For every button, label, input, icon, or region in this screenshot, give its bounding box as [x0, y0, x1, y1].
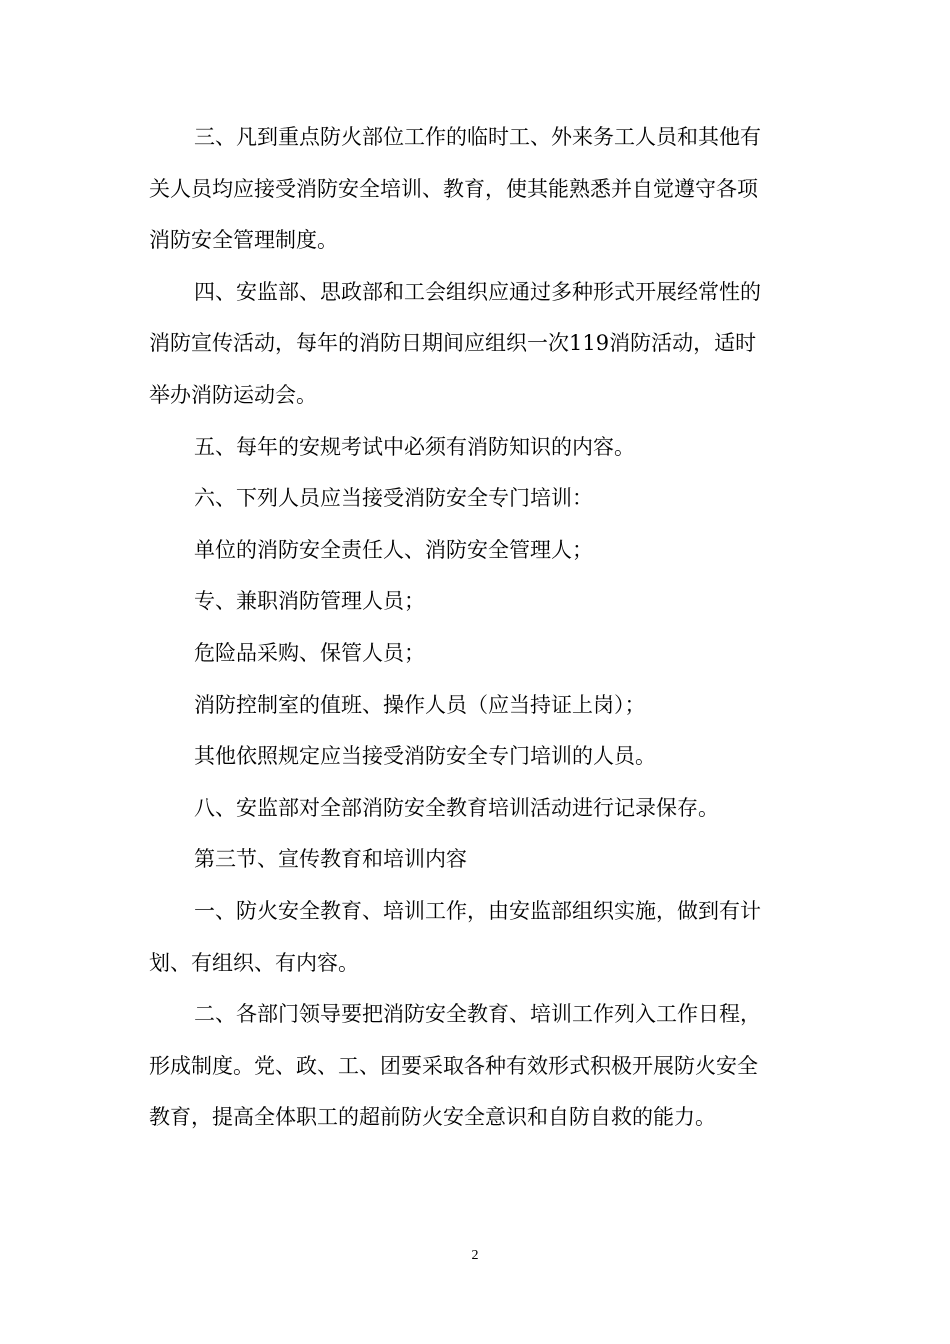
section-paragraph-2-line-1: 二、各部门领导要把消防安全教育、培训工作列入工作日程，	[194, 1002, 761, 1027]
paragraph-4-number: 119	[569, 331, 610, 356]
list-item-5: 其他依照规定应当接受消防安全专门培训的人员。	[194, 744, 656, 769]
section-heading: 第三节、宣传教育和培训内容	[194, 847, 467, 872]
section-paragraph-1-line-2: 划、有组织、有内容。	[149, 950, 359, 975]
paragraph-6: 六、下列人员应当接受消防安全专门培训：	[194, 486, 593, 511]
paragraph-5: 五、每年的安规考试中必须有消防知识的内容。	[194, 434, 635, 459]
list-item-3: 危险品采购、保管人员；	[194, 640, 425, 665]
section-paragraph-2-line-3: 教育，提高全体职工的超前防火安全意识和自防自救的能力。	[149, 1105, 716, 1130]
paragraph-4-line-2	[149, 318, 801, 370]
document-body	[149, 112, 801, 1144]
paragraph-4-line-2-part-1: 消防宣传活动，每年的消防日期间应组织一次	[149, 331, 569, 356]
page-number: 2	[471, 1248, 479, 1263]
paragraph-3-line-1: 三、凡到重点防火部位工作的临时工、外来务工人员和其他有	[194, 125, 761, 149]
paragraph-8: 八、安监部对全部消防安全教育培训活动进行记录保存。	[194, 795, 719, 820]
paragraph-3-line-3: 消防安全管理制度。	[149, 228, 338, 253]
list-item-4: 消防控制室的值班、操作人员（应当持证上岗）；	[194, 692, 646, 717]
section-paragraph-1-line-1: 一、防火安全教育、培训工作，由安监部组织实施，做到有计	[194, 898, 761, 923]
paragraph-3-line-2: 关人员均应接受消防安全培训、教育，使其能熟悉并自觉遵守各项	[149, 176, 758, 201]
list-item-1: 单位的消防安全责任人、消防安全管理人；	[194, 537, 593, 562]
paragraph-4-line-3: 举办消防运动会。	[149, 382, 317, 407]
list-item-2: 专、兼职消防管理人员；	[194, 589, 425, 614]
paragraph-4-line-1: 四、安监部、思政部和工会组织应通过多种形式开展经常性的	[194, 279, 761, 304]
section-paragraph-2-line-2: 形成制度。党、政、工、团要采取各种有效形式积极开展防火安全	[149, 1053, 758, 1078]
paragraph-4-line-2-part-2: 消防活动，适时	[609, 331, 757, 356]
